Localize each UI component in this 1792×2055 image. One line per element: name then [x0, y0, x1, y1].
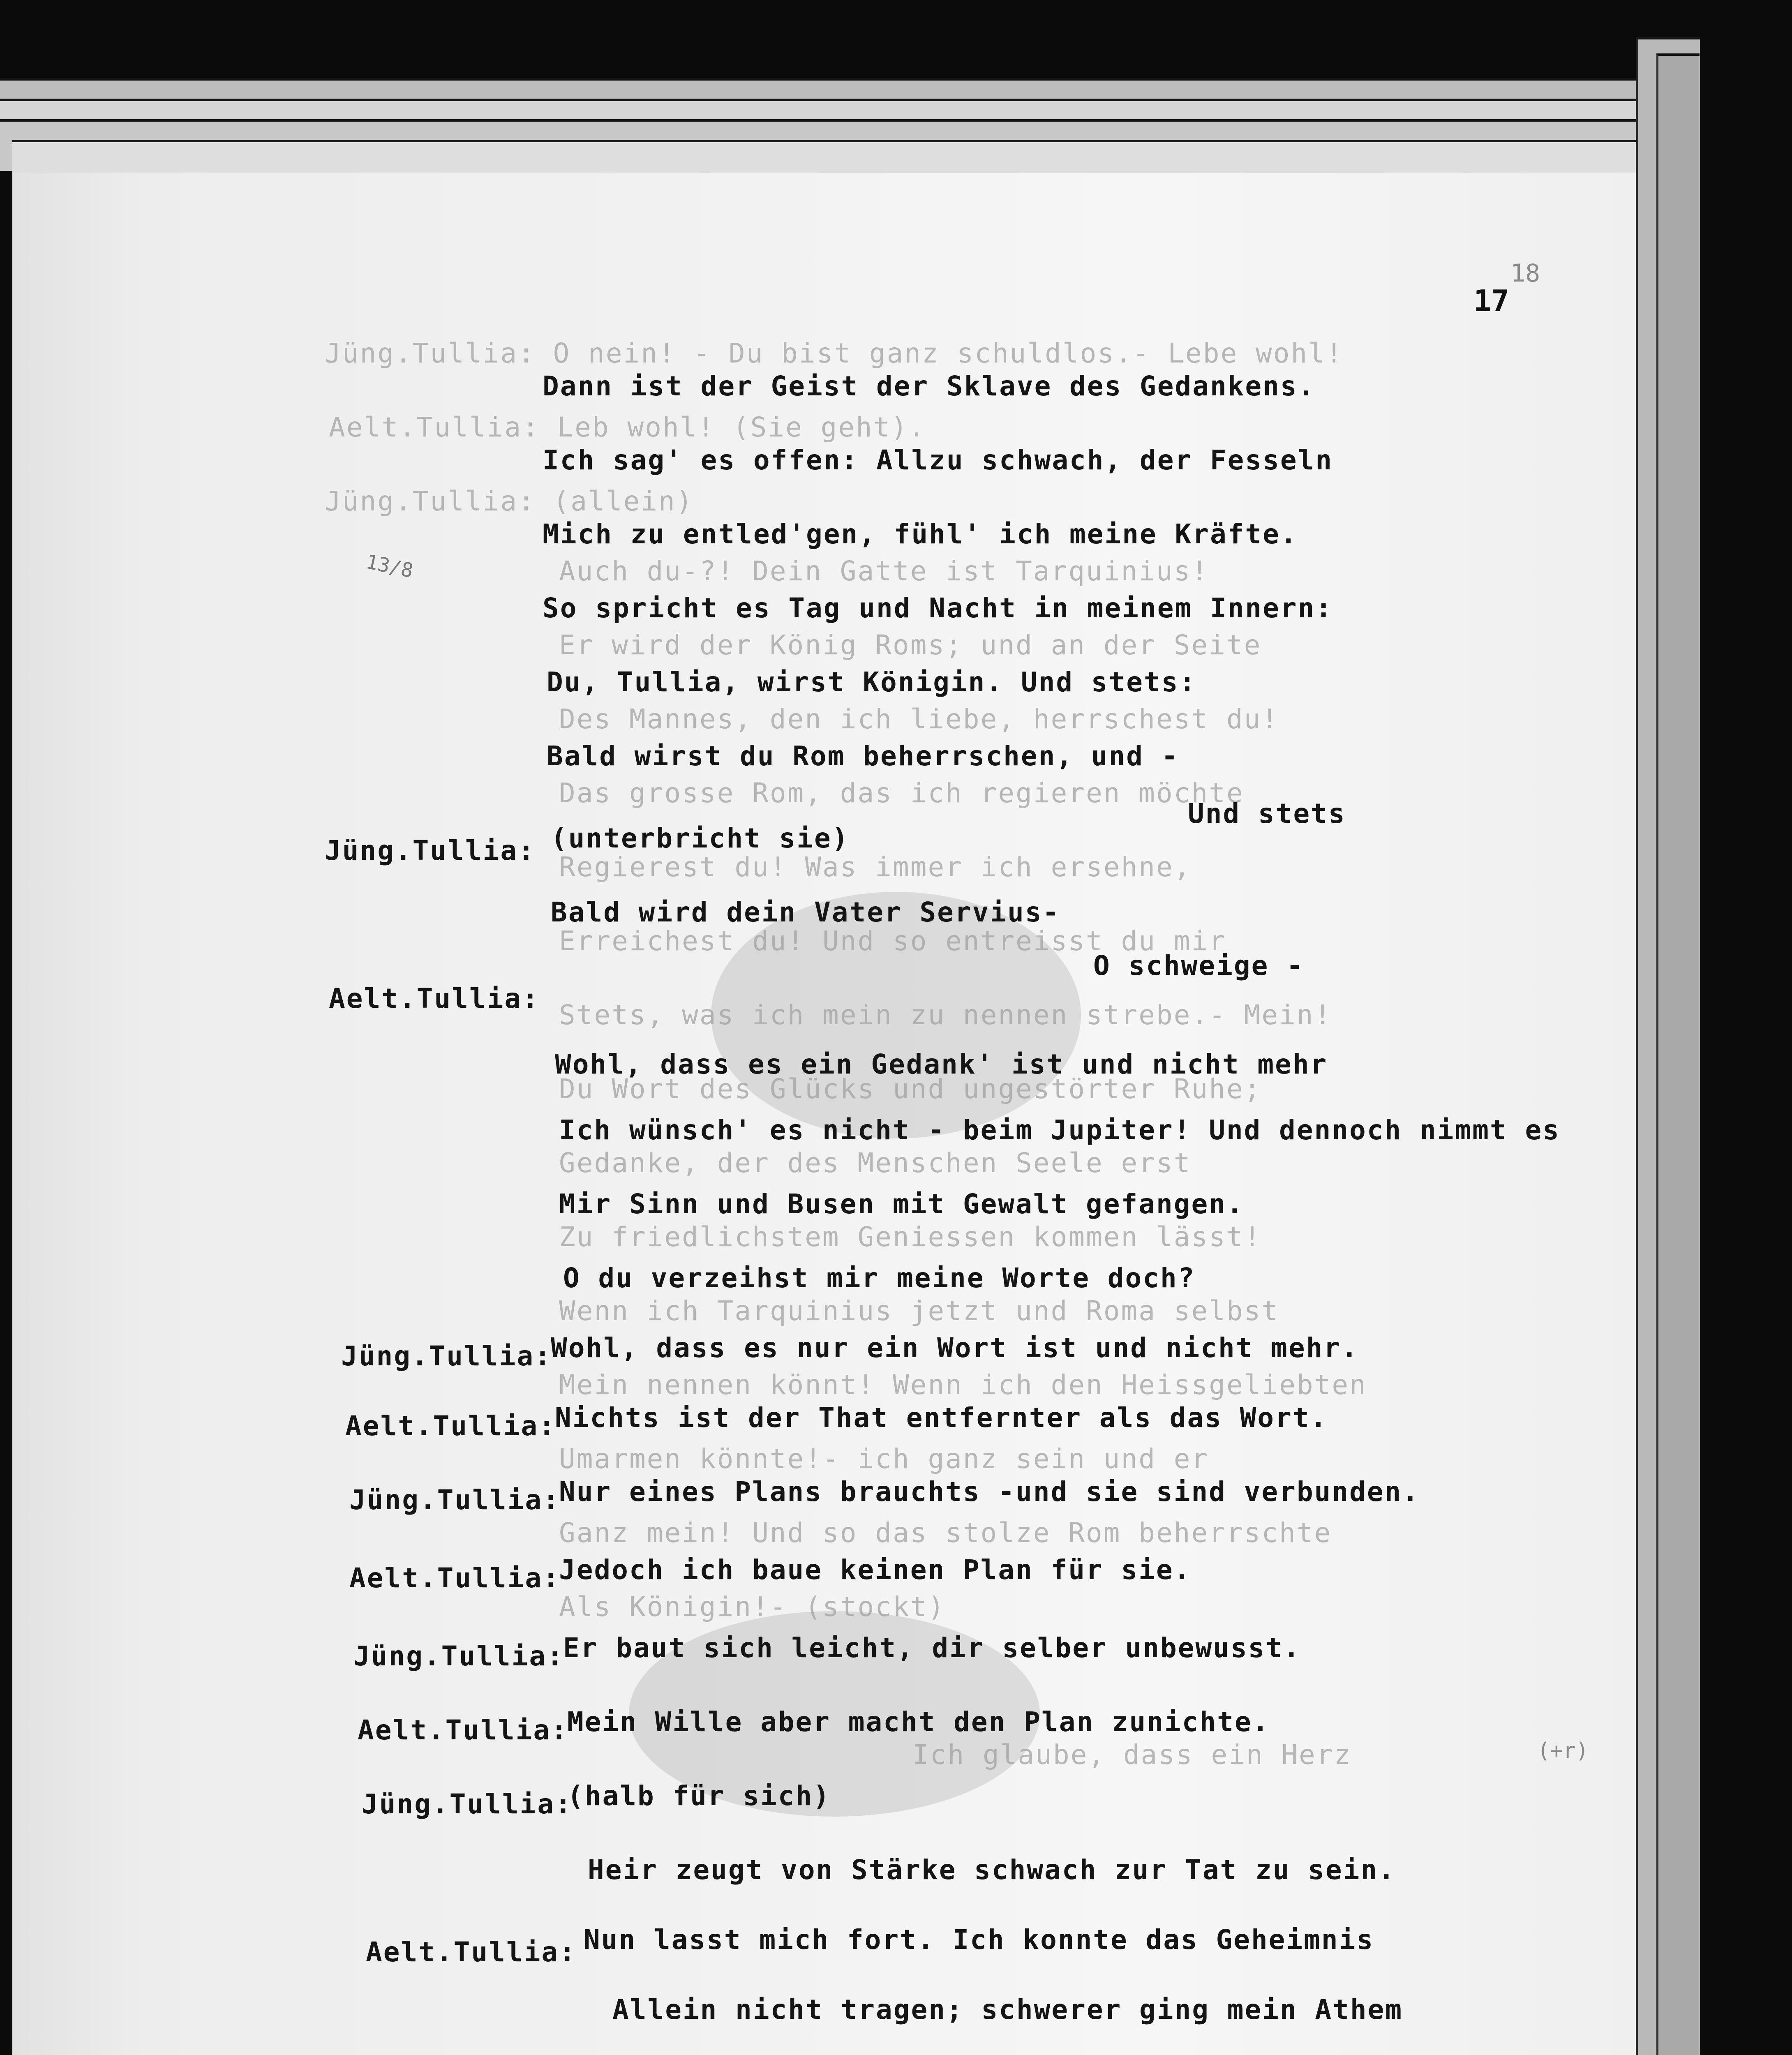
speaker-label: Jüng.Tullia: [349, 1484, 560, 1516]
script-line: Bald wird dein Vater Servius- [551, 896, 1060, 928]
speaker-label: Aelt.Tullia: [329, 983, 540, 1014]
bleed-line: Stets, was ich mein zu nennen strebe.- Mein! [559, 999, 1332, 1031]
script-line: Nur eines Plans brauchts -und sie sind verbunden. [559, 1476, 1420, 1508]
script-line: Ich sag' es offen: Allzu schwach, der Fesseln [543, 444, 1333, 476]
script-line: Bald wirst du Rom beherrschen, und - [547, 740, 1179, 772]
script-line: Dann ist der Geist der Sklave des Gedankens. [543, 370, 1316, 402]
speaker-label: Aelt.Tullia: [358, 1714, 568, 1746]
speaker-label: Aelt.Tullia: [349, 1562, 560, 1594]
script-line: Wohl, dass es nur ein Wort ist und nicht mehr. [551, 1332, 1359, 1364]
margin-note: 13/8 [364, 550, 416, 583]
script-line: O schweige - [1093, 950, 1304, 981]
script-line: Mir Sinn und Busen mit Gewalt gefangen. [559, 1188, 1244, 1220]
script-line: (halb für sich) [567, 1780, 831, 1812]
script-line: (unterbricht sie) [551, 822, 850, 854]
speaker-label: Jüng.Tullia: [325, 835, 536, 866]
bleed-line: Gedanke, der des Menschen Seele erst [559, 1147, 1192, 1179]
bleed-line: Des Mannes, den ich liebe, herrschest du! [559, 703, 1279, 735]
script-line: Wohl, dass es ein Gedank' ist und nicht mehr [555, 1048, 1328, 1080]
script-line: Er baut sich leicht, dir selber unbewusst. [563, 1632, 1301, 1664]
bleed-line: Aelt.Tullia: Leb wohl! (Sie geht). [329, 411, 926, 443]
speaker-label: Jüng.Tullia: [362, 1788, 573, 1820]
speaker-label: Aelt.Tullia: [345, 1410, 556, 1442]
bleed-line: Das grosse Rom, das ich regieren möchte [559, 777, 1244, 809]
bleed-line: Zu friedlichstem Geniessen kommen lässt! [559, 1221, 1262, 1253]
script-line: Nichts ist der That entfernter als das Wort. [555, 1402, 1328, 1434]
script-line: Nun lasst mich fort. Ich konnte das Geheimnis [584, 1924, 1374, 1956]
margin-note-right: (+r) [1537, 1739, 1589, 1763]
bleed-line: Mein nennen könnt! Wenn ich den Heissgeliebten [559, 1369, 1367, 1401]
bleed-line: Wenn ich Tarquinius jetzt und Roma selbst [559, 1295, 1279, 1327]
speaker-label: Aelt.Tullia: [366, 1936, 577, 1968]
script-line: Heir zeugt von Stärke schwach zur Tat zu sein. [588, 1854, 1396, 1886]
script-line: Ich wünsch' es nicht - beim Jupiter! Und dennoch nimmt es [559, 1114, 1560, 1146]
bleed-line: Ich glaube, dass ein Herz [912, 1739, 1352, 1771]
bleed-line: Erreichest du! Und so entreisst du mir [559, 925, 1226, 957]
bleed-line: Umarmen könnte!- ich ganz sein und er [559, 1443, 1209, 1475]
typescript-page [12, 173, 1636, 2055]
script-line: So spricht es Tag und Nacht in meinem Innern: [543, 592, 1333, 624]
stacked-page-side [1656, 53, 1700, 2055]
bleed-line: Auch du-?! Dein Gatte ist Tarquinius! [559, 555, 1209, 587]
bleed-line: Er wird der König Roms; und an der Seite [559, 629, 1262, 661]
bleed-line: Jüng.Tullia: O nein! - Du bist ganz schuldlos.- Lebe wohl! [325, 337, 1344, 369]
bleed-line: Du Wort des Glücks und ungestörter Ruhe; [559, 1073, 1262, 1105]
bleed-line: Als Königin!- (stockt) [559, 1591, 946, 1623]
speaker-label: Jüng.Tullia: [341, 1340, 552, 1372]
script-line: Jedoch ich baue keinen Plan für sie. [559, 1554, 1192, 1586]
script-line: Mich zu entled'gen, fühl' ich meine Kräfte. [543, 518, 1298, 550]
bleed-line: Regierest du! Was immer ich ersehne, [559, 851, 1192, 883]
script-line: Du, Tullia, wirst Königin. Und stets: [547, 666, 1197, 698]
bleed-line: Jüng.Tullia: (allein) [325, 485, 694, 517]
bleed-line: Ganz mein! Und so das stolze Rom beherrschte [559, 1517, 1332, 1549]
page-number: 17 [1473, 284, 1509, 318]
script-line: Und stets [1188, 798, 1346, 829]
script-line: O du verzeihst mir meine Worte doch? [563, 1262, 1196, 1294]
script-line: Allein nicht tragen; schwerer ging mein Athem [612, 1994, 1403, 2025]
old-page-number: 18 [1510, 259, 1540, 288]
script-line: Mein Wille aber macht den Plan zunichte. [567, 1706, 1270, 1738]
speaker-label: Jüng.Tullia: [353, 1640, 564, 1672]
